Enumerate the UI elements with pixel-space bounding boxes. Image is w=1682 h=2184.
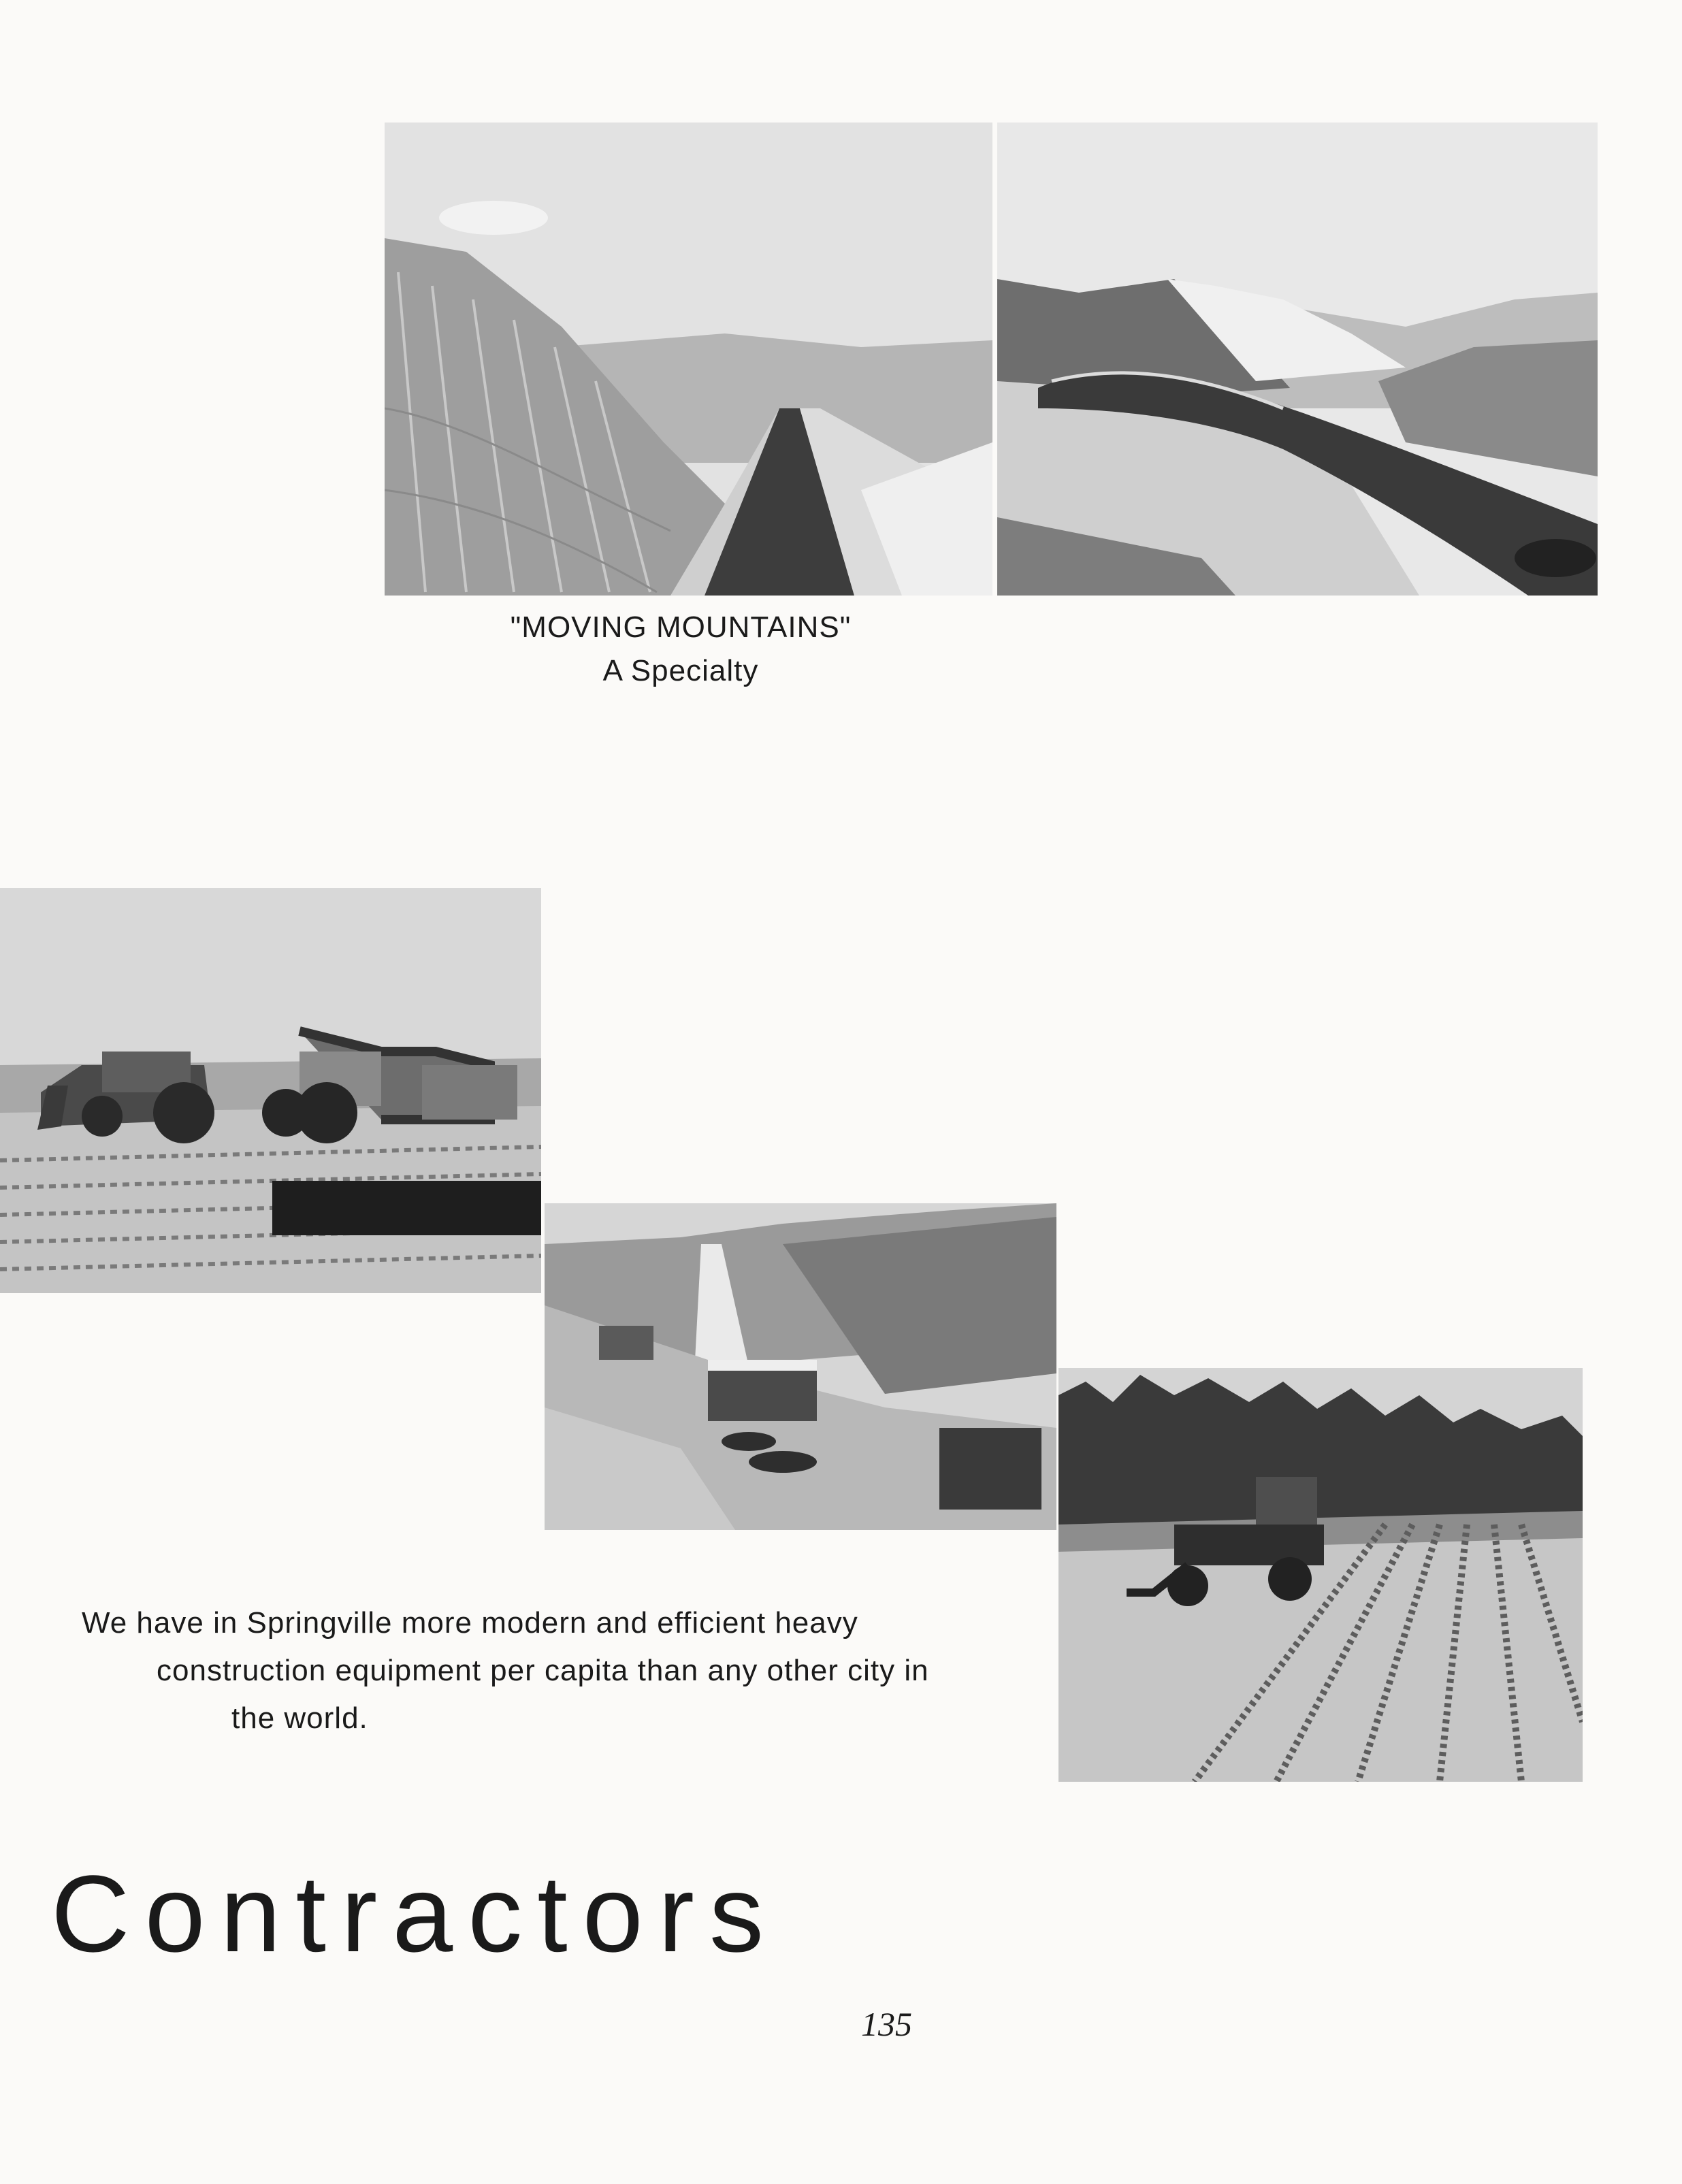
mountain-road-cut-photo <box>385 123 992 596</box>
road-grader-photo <box>1058 1368 1583 1782</box>
body-line-1: We have in Springville more modern and efficient heavy <box>82 1606 858 1640</box>
body-paragraph <box>82 1599 929 1742</box>
body-line-2: construction equipment per capita than any other city in <box>157 1654 929 1687</box>
page-number: 135 <box>861 2005 912 2043</box>
construction-camp-photo <box>545 1203 1056 1530</box>
earthmoving-equipment-photo <box>0 888 541 1293</box>
page-heading: Contractors <box>51 1853 779 1974</box>
photo-caption <box>381 606 980 693</box>
winding-highway-photo <box>997 123 1598 596</box>
caption-title: "MOVING MOUNTAINS" <box>510 610 852 644</box>
body-line-3: the world. <box>231 1701 368 1735</box>
caption-subtitle: A Specialty <box>602 654 759 687</box>
